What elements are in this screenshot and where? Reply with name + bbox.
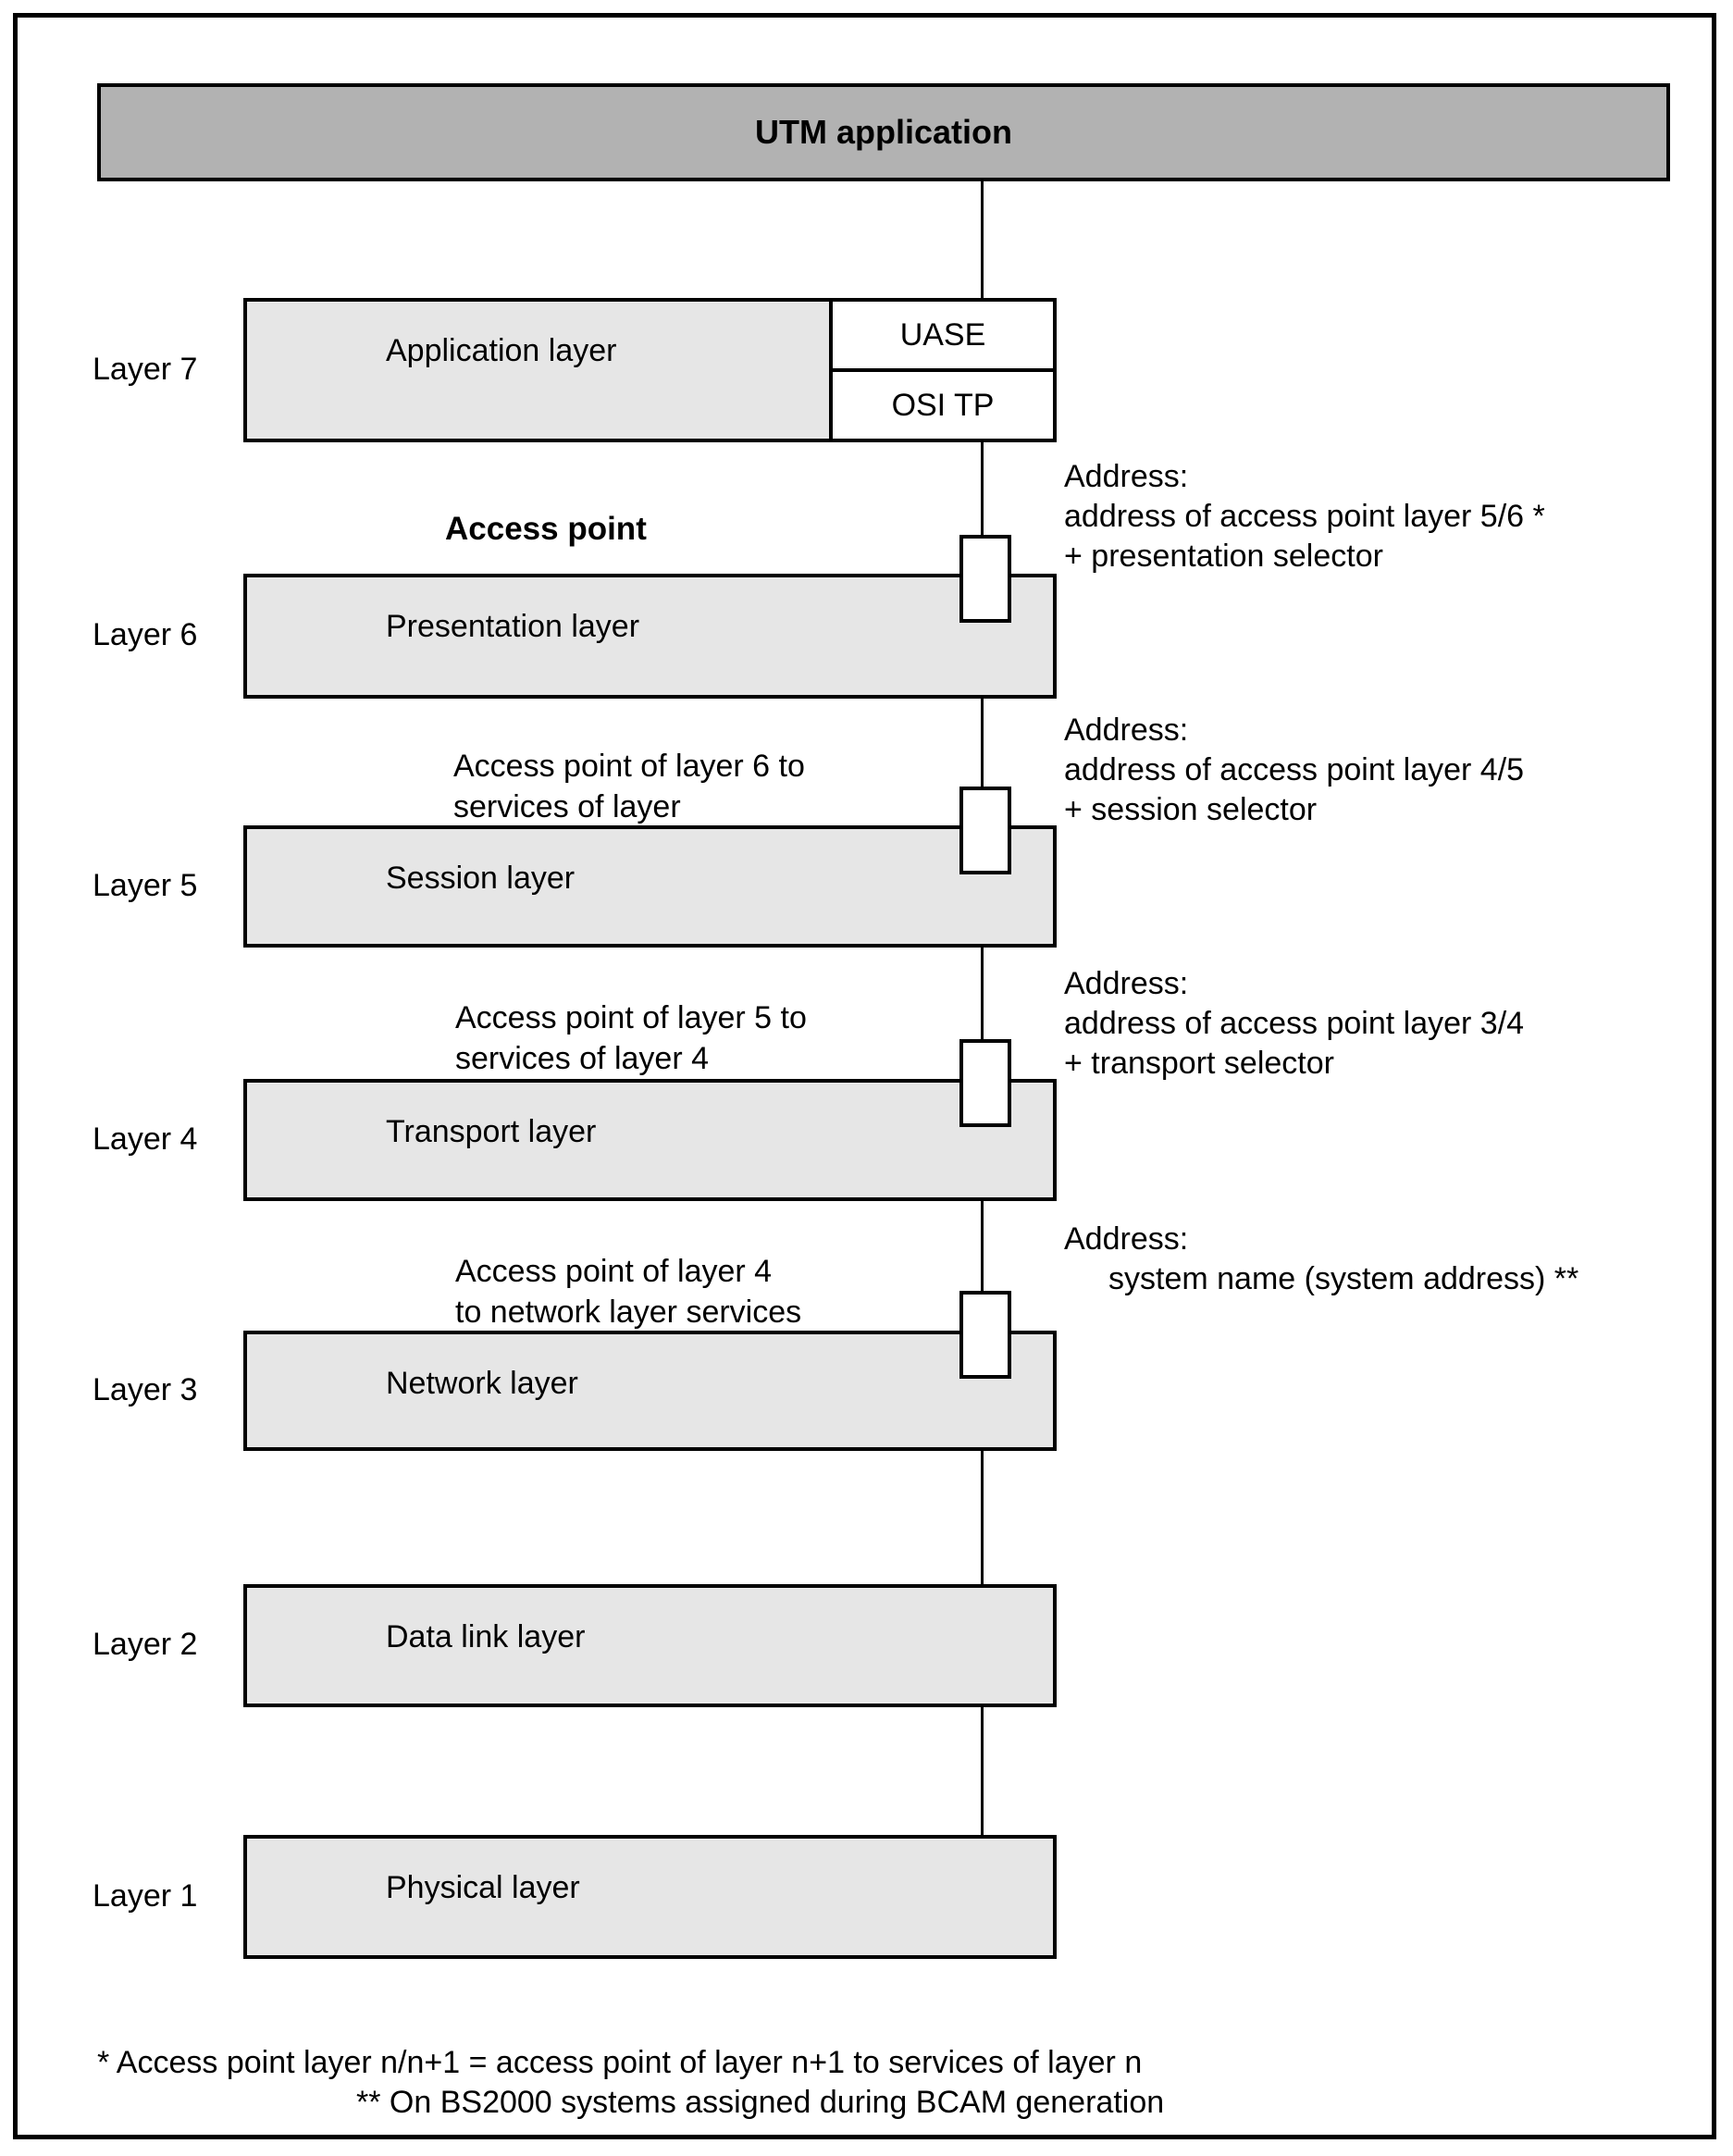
physical-layer-box xyxy=(243,1835,1057,1959)
access-point-line1: Access point of layer 4 xyxy=(455,1254,773,1289)
address-title: Address: xyxy=(1064,712,1189,748)
address-title: Address: xyxy=(1064,966,1189,1001)
address-detail: system name (system address) ** xyxy=(1108,1261,1579,1296)
uase-label: UASE xyxy=(899,316,986,353)
application-layer-box xyxy=(243,298,833,442)
address-block-transport xyxy=(1064,964,1524,1084)
access-point-text-layer4 xyxy=(455,997,807,1079)
access-point-line2: services of layer 4 xyxy=(455,1041,709,1076)
transport-layer-box xyxy=(243,1079,1057,1201)
access-point-line2: to network layer services xyxy=(455,1295,802,1330)
uase-box xyxy=(829,298,1057,372)
utm-application-bar xyxy=(97,83,1670,181)
utm-application-label: UTM application xyxy=(755,113,1012,151)
address-title: Address: xyxy=(1064,1221,1189,1257)
network-layer-label: Network layer xyxy=(386,1366,578,1401)
address-detail: address of access point layer 3/4 xyxy=(1064,1006,1525,1041)
layer-label-6: Layer 6 xyxy=(93,617,198,652)
network-layer-box xyxy=(243,1331,1057,1451)
session-layer-box xyxy=(243,825,1057,948)
layer-label-1: Layer 1 xyxy=(93,1878,198,1914)
address-selector: + transport selector xyxy=(1064,1046,1334,1081)
access-point-line1: Access point of layer 6 to xyxy=(453,749,805,784)
presentation-layer-box xyxy=(243,574,1057,699)
osi-tp-box xyxy=(829,368,1057,442)
application-layer-label: Application layer xyxy=(386,333,617,368)
presentation-layer-label: Presentation layer xyxy=(386,609,640,644)
address-detail: address of access point layer 4/5 xyxy=(1064,752,1525,787)
footnote-bs2000: ** On BS2000 systems assigned during BCAM generation xyxy=(356,2085,1165,2120)
layer-label-4: Layer 4 xyxy=(93,1121,198,1157)
access-point-line2: services of layer xyxy=(453,789,681,824)
footnote-access-point: * Access point layer n/n+1 = access point of layer n+1 to services of layer n xyxy=(97,2045,1143,2080)
data-link-layer-label: Data link layer xyxy=(386,1619,586,1654)
address-block-presentation xyxy=(1064,457,1545,576)
access-point-rect-layer4 xyxy=(959,1039,1011,1127)
address-title: Address: xyxy=(1064,459,1189,494)
access-point-rect-layer6 xyxy=(959,535,1011,623)
session-layer-label: Session layer xyxy=(386,861,576,896)
transport-layer-label: Transport layer xyxy=(386,1114,597,1149)
address-selector: + presentation selector xyxy=(1064,539,1383,574)
layer-label-2: Layer 2 xyxy=(93,1627,198,1662)
address-block-network xyxy=(1064,1220,1578,1299)
access-point-rect-layer5 xyxy=(959,787,1011,874)
layer-label-3: Layer 3 xyxy=(93,1372,198,1407)
access-point-text-layer5 xyxy=(453,746,805,827)
access-point-text-layer3 xyxy=(455,1251,801,1332)
access-point-rect-layer3 xyxy=(959,1291,1011,1379)
physical-layer-label: Physical layer xyxy=(386,1870,580,1905)
osi-tp-label: OSI TP xyxy=(891,387,995,423)
data-link-layer-box xyxy=(243,1584,1057,1707)
layer-label-5: Layer 5 xyxy=(93,868,198,903)
access-point-heading: Access point xyxy=(445,511,647,547)
address-block-session xyxy=(1064,711,1524,830)
address-selector: + session selector xyxy=(1064,792,1318,827)
access-point-line1: Access point of layer 5 to xyxy=(455,1000,807,1035)
address-detail: address of access point layer 5/6 * xyxy=(1064,499,1545,534)
layer-label-7: Layer 7 xyxy=(93,352,198,387)
